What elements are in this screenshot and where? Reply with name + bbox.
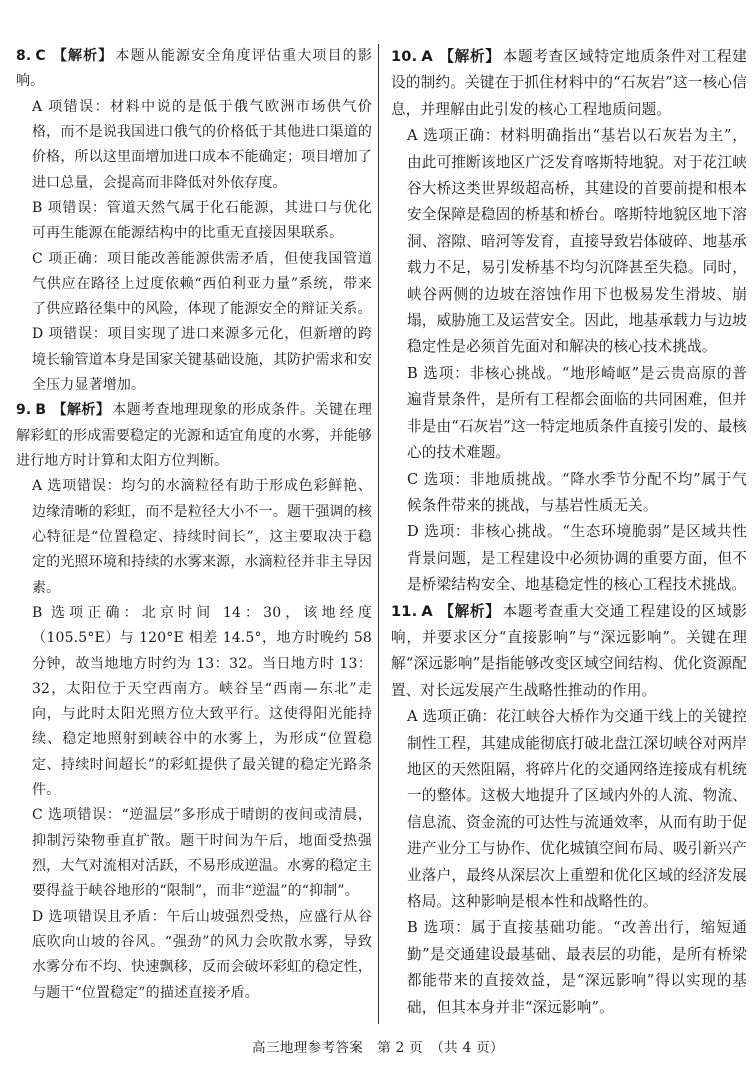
option-explanation: C 项正确：项目能改善能源供需矛盾，但使我国管道气供应在路径上过度依赖“西伯利亚力量”系统，带来了供应路径集中的风险，体现了能源安全的辩证关系。 xyxy=(32,250,372,318)
analysis-tag: 【解析】 xyxy=(438,602,501,620)
question-intro xyxy=(16,44,372,95)
answer-letter: A xyxy=(421,48,433,65)
analysis-tag: 【解析】 xyxy=(52,402,111,419)
question-intro xyxy=(16,398,372,474)
option-explanation: A 选项正确：花江峡谷大桥作为交通干线上的关键控制性工程，其建成能彻底打破北盘江深切峡谷对两岸地区的天然阻隔，将碎片化的交通网络连接成有机统一的整体。这极大地提升了区域内外的人流、物流、信息流、资金流的可达性与流通效率，从而有助于促进产业分工与协作、优化城镇空间布局、吸引新兴产业落户，最终从深层次上重塑和优化区域的经济发展格局。这种影响是根本性和战略性的。 xyxy=(407,708,747,910)
option-explanation: D 项错误：项目实现了进口来源多元化，但新增的跨境长输管道本身是国家关键基础设施，其防护需求和安全压力显著增加。 xyxy=(32,326,372,394)
question-8 xyxy=(16,44,372,398)
question-9 xyxy=(16,398,372,1006)
option-explanation: C 选项：非地质挑战。“降水季节分配不均”属于气候条件带来的挑战，与基岩性质无关。 xyxy=(407,470,747,514)
analysis-tag: 【解析】 xyxy=(51,48,114,64)
question-10 xyxy=(391,44,747,599)
answer-letter: A xyxy=(421,602,433,620)
intro-text: 本题考查区域特定地质条件对工程建设的制约。关键在于抓住材料中的“石灰岩”这一核心信息，并理解由此引发的核心工程地质问题。 xyxy=(391,48,747,118)
intro-text: 本题考查重大交通工程建设的区域影响，并要求区分“直接影响”与“深远影响”。关键在理解“深远影响”是指能够改变区域空间结构、优化资源配置、对长远发展产生战略性推动的作用。 xyxy=(391,602,747,699)
option-explanation: B 选项正确：北京时间 14：30，该地经度（105.5°E）与 120°E 相差 14.5°，地方时晚约 58 分钟，故当地地方时约为 13：32。当日地方时 13：32，太阳位于天空西南方。峡谷呈“西南—东北”走向，与此时太阳光照方位大致平行。这使得阳光能持续、稳定地照射到峡谷中的水雾上，为形成“位置稳定、持续时间超长”的彩虹提供了最关键的稳定光路条件。 xyxy=(32,604,372,799)
option-explanation: B 项错误：管道天然气属于化石能源，其进口与优化可再生能源在能源结构中的比重无直接因果联系。 xyxy=(32,199,372,242)
question-number: 8. xyxy=(16,48,32,64)
answer-letter: C xyxy=(35,48,46,64)
option-explanation: A 选项错误：均匀的水滴粒径有助于形成色彩鲜艳、边缘清晰的彩虹，而不是粒径大小不一。题干强调的核心特征是“位置稳定、持续时间长”，这主要取决于稳定的光照环境和持续的水雾来源，水滴粒径并非主导因素。 xyxy=(32,478,372,596)
left-column xyxy=(16,44,372,1006)
option-explanation: D 选项：非核心挑战。“生态环境脆弱”是区域共性背景问题，是工程建设中必须协调的重要方面，但不是桥梁结构安全、地基稳定性的核心工程技术挑战。 xyxy=(407,523,747,594)
option-explanation: B 选项：属于直接基础功能。“改善出行，缩短通勤”是交通建设最基础、最表层的功能，是所有桥梁都能带来的直接效益，是“深远影响”得以实现的基础，但其本身并非“深远影响”。 xyxy=(407,919,747,1016)
question-number: 9. xyxy=(16,402,32,419)
analysis-tag: 【解析】 xyxy=(438,48,501,65)
question-intro xyxy=(391,44,747,123)
option-explanation: A 选项正确：材料明确指出“基岩以石灰岩为主”，由此可推断该地区广泛发育喀斯特地貌。对于花江峡谷大桥这类世界级超高桥，其建设的首要前提和根本安全保障是稳固的桥基和桥台。喀斯特地貌区地下溶洞、溶隙、暗河等发育，直接导致岩体破碎、地基承载力不足，易引发桥基不均匀沉降甚至失稳。同时，峡谷两侧的边坡在溶蚀作用下也极易发生滑坡、崩塌，威胁施工及运营安全。因此，地基承载力与边坡稳定性是必须首先面对和解决的核心技术挑战。 xyxy=(407,127,747,356)
right-column xyxy=(391,44,747,1021)
option-explanation: C 选项错误：“逆温层”多形成于晴朗的夜间或清晨，抑制污染物垂直扩散。题干时间为午后，地面受热强烈，大气对流相对活跃，不易形成逆温。水雾的稳定主要得益于峡谷地形的“限制”，而非“逆温”的“抑制”。 xyxy=(32,807,372,900)
question-11 xyxy=(391,599,747,1022)
intro-text: 本题考查地理现象的形成条件。关键在理解彩虹的形成需要稳定的光源和适宜角度的水雾，并能够进行地方时计算和太阳方位判断。 xyxy=(16,402,372,469)
question-number: 10. xyxy=(391,48,418,65)
answer-letter: B xyxy=(35,402,47,419)
column-divider xyxy=(378,44,379,1024)
question-number: 11. xyxy=(391,602,418,620)
question-intro xyxy=(391,599,747,705)
option-explanation: D 选项错误且矛盾：午后山坡强烈受热，应盛行从谷底吹向山坡的谷风。“强劲”的风力会吹散水雾，导致水雾分布不均、快速飘移，反而会破坏彩虹的稳定性，与题干“位置稳定”的描述直接矛盾。 xyxy=(32,908,372,1001)
option-explanation: B 选项：非核心挑战。“地形崎岖”是云贵高原的普遍背景条件，是所有工程都会面临的共同困难，但并非是由“石灰岩”这一特定地质条件直接引发的、最核心的技术难题。 xyxy=(407,364,747,462)
intro-text: 本题从能源安全角度评估重大项目的影响。 xyxy=(16,48,372,90)
option-explanation: A 项错误：材料中说的是低于俄气欧洲市场供气价格，而不是说我国进口俄气的价格低于其他进口渠道的价格，所以这里面增加进口成本不能确定；项目增加了进口总量，会提高而非降低对外依存度。 xyxy=(32,98,372,191)
page-footer: 高三地理参考答案 第 2 页 （共 4 页） xyxy=(252,1040,504,1056)
